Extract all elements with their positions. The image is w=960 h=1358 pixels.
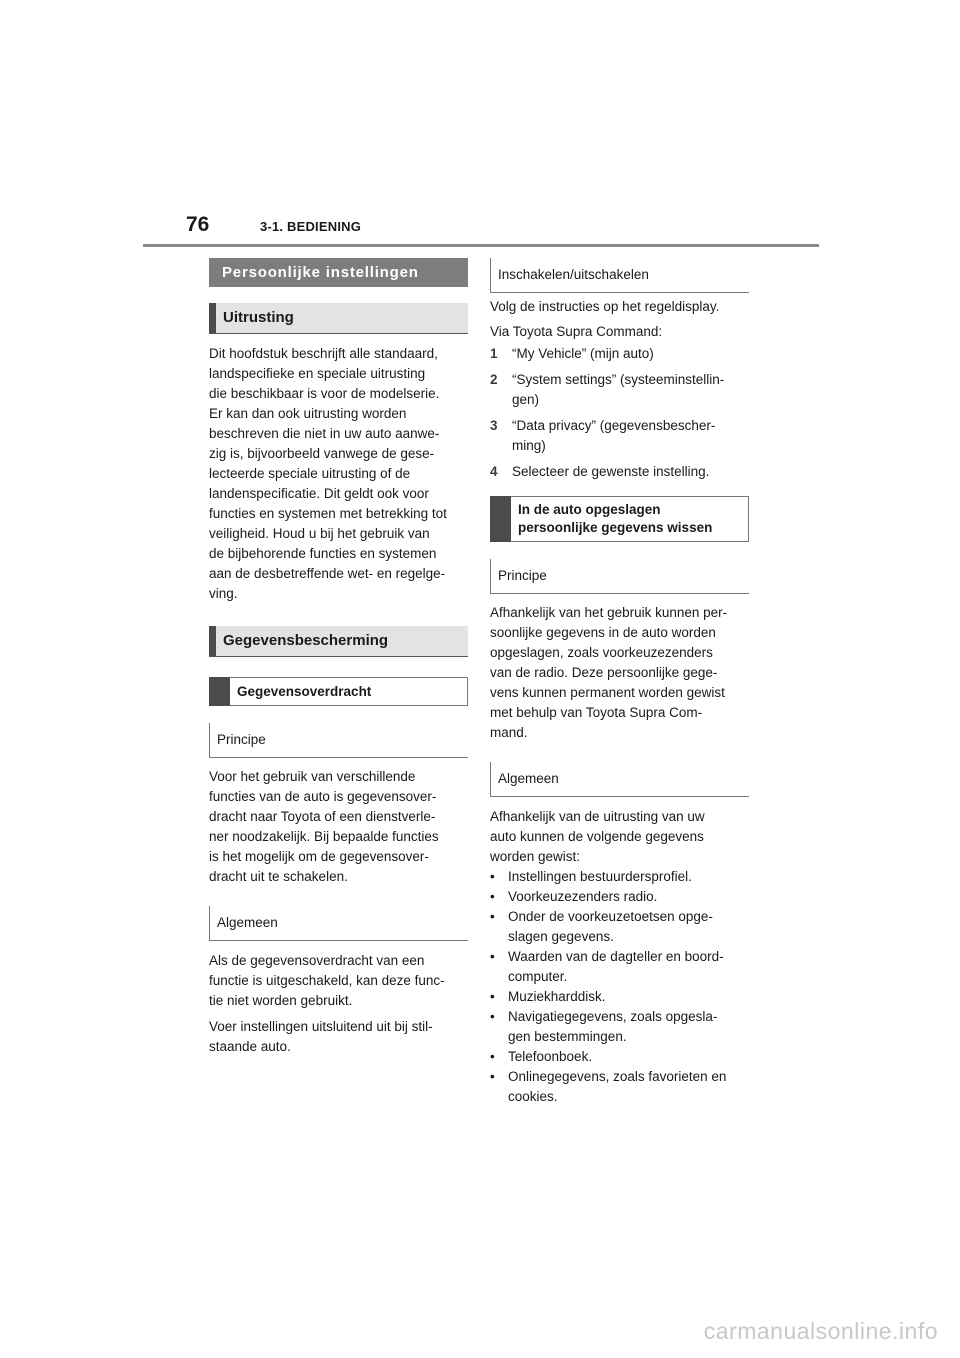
text-line: Navigatiegegevens, zoals opgesla- <box>508 1009 718 1024</box>
text-line: functies en systemen met betrekking tot <box>209 506 447 521</box>
paragraph-algemeen-left-2 <box>209 1017 468 1057</box>
text-line: met behulp van Toyota Supra Com- <box>490 705 703 720</box>
text-line: Voorkeuzezenders radio. <box>508 889 658 904</box>
step-item <box>490 344 749 364</box>
text-line: die beschikbaar is voor de modelserie. <box>209 386 440 401</box>
text-line: In de auto opgeslagen <box>518 502 661 517</box>
bullet-dot-icon: • <box>490 909 495 924</box>
paragraph-algemeen-right <box>490 807 749 867</box>
text-line: mand. <box>490 725 528 740</box>
bullet-item <box>490 1047 749 1067</box>
heading-principe-right: Principe <box>490 559 749 594</box>
bullet-dot-icon: • <box>490 1049 495 1064</box>
step-number: 1 <box>490 346 498 361</box>
text-line: computer. <box>508 969 568 984</box>
text-line: landenspecificatie. Dit geldt ook voor <box>209 486 429 501</box>
heading-wissen <box>490 496 749 542</box>
bullet-item <box>490 1007 749 1047</box>
text-line: “My Vehicle” (mijn auto) <box>512 346 654 361</box>
text-line: cookies. <box>508 1089 558 1104</box>
bullet-text <box>508 987 606 1007</box>
paragraph-uitrusting <box>209 344 468 604</box>
bullet-dot-icon: • <box>490 989 495 1004</box>
text-line: lecteerde speciale uitrusting of de <box>209 466 411 481</box>
text-line: functies van de auto is gegevensover- <box>209 789 437 804</box>
text-line: landspecifieke en speciale uitrusting <box>209 366 426 381</box>
step-text <box>512 344 654 364</box>
bullet-item <box>490 947 749 987</box>
heading-algemeen-right: Algemeen <box>490 762 749 797</box>
text-line: dracht uit te schakelen. <box>209 869 348 884</box>
text-line: Onder de voorkeuzetoetsen opge- <box>508 909 713 924</box>
heading-gegevensoverdracht: Gegevensoverdracht <box>209 677 468 706</box>
text-line: Als de gegevensoverdracht van een <box>209 953 425 968</box>
text-line: zig is, bijvoorbeeld vanwege de gese- <box>209 446 435 461</box>
bullet-item <box>490 887 749 907</box>
text-line: Telefoonboek. <box>508 1049 593 1064</box>
heading-principe-left: Principe <box>209 723 468 758</box>
text-line: opgeslagen, zoals voorkeuzezenders <box>490 645 713 660</box>
text-line: functie is uitgeschakeld, kan deze func- <box>209 973 445 988</box>
watermark: carmanualsonline.info <box>703 1318 938 1344</box>
bullet-dot-icon: • <box>490 1009 495 1024</box>
text-line: ving. <box>209 586 238 601</box>
text-line: staande auto. <box>209 1039 291 1054</box>
heading-algemeen-left: Algemeen <box>209 906 468 941</box>
text-line: “Data privacy” (gegevensbescher- <box>512 418 716 433</box>
section-label: 3-1. BEDIENING <box>260 219 362 234</box>
step-number: 2 <box>490 372 498 387</box>
text-line: auto kunnen de volgende gegevens <box>490 829 704 844</box>
step-number: 3 <box>490 418 498 433</box>
bullet-text <box>508 907 713 947</box>
text-line: gen) <box>512 392 540 407</box>
bullet-text <box>508 1047 592 1067</box>
page-number: 76 <box>186 213 210 236</box>
text-line: Voor het gebruik van verschillende <box>209 769 416 784</box>
text-line: soonlijke gegevens in de auto worden <box>490 625 716 640</box>
steps-list <box>490 344 749 482</box>
heading-inschakelen: Inschakelen/uitschakelen <box>490 258 749 293</box>
left-column <box>209 258 468 1057</box>
text-line: ner noodzakelijk. Bij bepaalde functies <box>209 829 439 844</box>
paragraph-principe-right <box>490 603 749 743</box>
header-rule <box>143 244 819 247</box>
text-line: “System settings” (systeeminstellin- <box>512 372 725 387</box>
bullet-dot-icon: • <box>490 869 495 884</box>
bullet-text <box>508 947 724 987</box>
paragraph-principe-left <box>209 767 468 887</box>
heading-uitrusting: Uitrusting <box>209 303 468 334</box>
text-line: Voer instellingen uitsluitend uit bij stil- <box>209 1019 433 1034</box>
text-line: is het mogelijk om de gegevensover- <box>209 849 429 864</box>
bullet-text <box>508 887 657 907</box>
step-text <box>512 462 709 482</box>
text-line: dracht naar Toyota of een dienstverle- <box>209 809 436 824</box>
text-line: Selecteer de gewenste instelling. <box>512 464 710 479</box>
text-line: worden gewist: <box>490 849 581 864</box>
text-line: ming) <box>512 438 546 453</box>
text-line: aan de desbetreffende wet- en regelge- <box>209 566 446 581</box>
text-line: Muziekharddisk. <box>508 989 606 1004</box>
paragraph-volg: Volg de instructies op het regeldisplay. <box>490 299 720 314</box>
text-line: Afhankelijk van de uitrusting van uw <box>490 809 705 824</box>
step-item <box>490 416 749 456</box>
text-line: beschreven die niet in uw auto aanwe- <box>209 426 440 441</box>
text-line: Onlinegegevens, zoals favorieten en <box>508 1069 727 1084</box>
text-line: Dit hoofdstuk beschrijft alle standaard, <box>209 346 438 361</box>
text-line: Afhankelijk van het gebruik kunnen per- <box>490 605 728 620</box>
text-line: vens kunnen permanent worden gewist <box>490 685 725 700</box>
bullet-dot-icon: • <box>490 1069 495 1084</box>
bullet-item <box>490 907 749 947</box>
text-line: Er kan dan ook uitrusting worden <box>209 406 407 421</box>
text-line: veiligheid. Houd u bij het gebruik van <box>209 526 430 541</box>
text-line: tie niet worden gebruikt. <box>209 993 353 1008</box>
text-line: slagen gegevens. <box>508 929 614 944</box>
bullet-text <box>508 1067 726 1107</box>
paragraph-via: Via Toyota Supra Command: <box>490 324 663 339</box>
text-line: Instellingen bestuurdersprofiel. <box>508 869 692 884</box>
chapter-banner: Persoonlijke instellingen <box>209 258 468 287</box>
bullet-item <box>490 987 749 1007</box>
step-item <box>490 462 749 482</box>
text-line: de bijbehorende functies en systemen <box>209 546 437 561</box>
paragraph-algemeen-left-1 <box>209 951 468 1011</box>
bullet-item <box>490 1067 749 1107</box>
bullet-text <box>508 1007 717 1047</box>
text-line: gen bestemmingen. <box>508 1029 627 1044</box>
bullet-list <box>490 867 749 1107</box>
text-line: van de radio. Deze persoonlijke gege- <box>490 665 718 680</box>
bullet-item <box>490 867 749 887</box>
bullet-text <box>508 867 692 887</box>
bullet-dot-icon: • <box>490 949 495 964</box>
heading-gegevensbescherming: Gegevensbescherming <box>209 626 468 657</box>
step-item <box>490 370 749 410</box>
step-text <box>512 416 715 456</box>
bullet-dot-icon: • <box>490 889 495 904</box>
step-number: 4 <box>490 464 498 479</box>
text-line: persoonlijke gegevens wissen <box>518 520 713 535</box>
text-line: Waarden van de dagteller en boord- <box>508 949 724 964</box>
right-column <box>490 258 749 1107</box>
step-text <box>512 370 724 410</box>
